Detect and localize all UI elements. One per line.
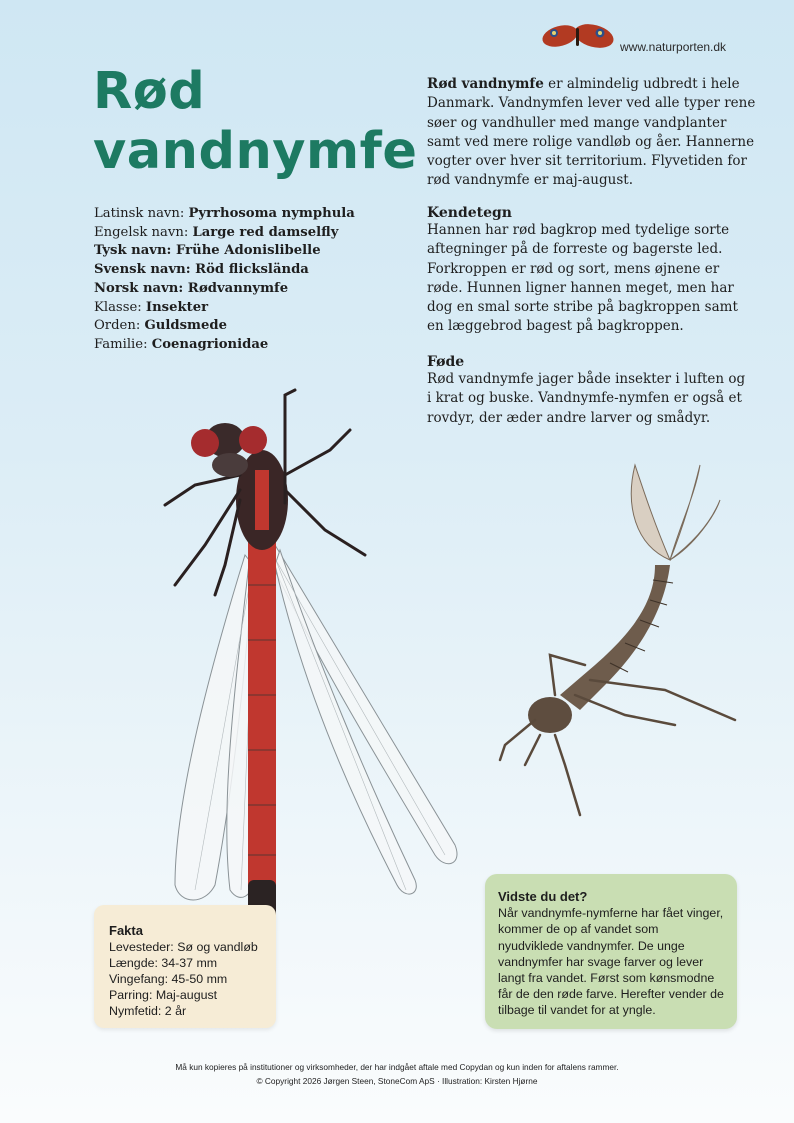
did-you-know-text: Når vandnymfe-nymferne har fået vinger, kommer de op af vandet som nyudviklede vandnymfer. De unge vandnymfer har svage farver og lever langt fra vandet. Først som kønsmodne får de den røde farve. Herefter vender de tilbage til vandet for at yngle. [498, 906, 724, 1018]
names-list [94, 205, 355, 355]
name-row: Engelsk navn: Large red damselfly [94, 224, 339, 240]
nymph-illustration [495, 465, 755, 835]
kendetegn-text: Hannen har rød bagkrop med tydelige sorte aftegninger på de forreste og bagerste led. Forkroppen er rød og sort, mens øjnene er røde. Hunnen ligner hannen meget, men har dog en smal sorte stribe på bagkroppen samt en læggebrod bagest på bagkroppen. [427, 222, 738, 335]
fode-section [427, 354, 747, 428]
fakta-line: Vingefang: 45-50 mm [109, 972, 228, 986]
butterfly-logo-icon [538, 20, 618, 56]
intro-paragraph: Rød vandnymfe er almindelig udbredt i hele Danmark. Vandnymfen lever ved alle typer rene søer og vandhuller med mange vandplanter samt ved mere rolige vandløb og åer. Hannerne vogter over hver sit territorium. Flyvetiden for rød vandnymfe er maj-august. [427, 76, 756, 189]
name-row: Familie: Coenagrionidae [94, 336, 269, 352]
name-row: Svensk navn: Röd flickslända [94, 262, 309, 278]
copy-notice: Må kun kopieres på institutioner og virksomheder, der har indgået aftale med Copydan og kun inden for aftalens rammer. [175, 1062, 619, 1072]
did-you-know-heading: Vidste du det? [498, 889, 588, 904]
name-row: Norsk navn: Rødvannymfe [94, 280, 289, 296]
fakta-line: Parring: Maj-august [109, 988, 218, 1002]
fakta-heading: Fakta [109, 923, 143, 938]
name-row: Klasse: Insekter [94, 299, 209, 315]
name-row: Orden: Guldsmede [94, 318, 227, 334]
footer [0, 1060, 794, 1088]
did-you-know-box [485, 874, 737, 1029]
kendetegn-section [427, 205, 747, 337]
title-line-1: Rød [93, 62, 206, 121]
name-row: Latinsk navn: Pyrrhosoma nymphula [94, 206, 355, 221]
name-row: Tysk navn: Frühe Adonislibelle [94, 243, 321, 259]
copyright: © Copyright 2026 Jørgen Steen, StoneCom ApS · Illustration: Kirsten Hjørne [256, 1076, 538, 1086]
kendetegn-heading: Kendetegn [427, 205, 512, 221]
page-title [93, 62, 417, 182]
fode-text: Rød vandnymfe jager både insekter i luften og i krat og buske. Vandnymfe-nymfen er også et rovdyr, der æder andre larver og smådyr. [427, 371, 746, 426]
fakta-box [94, 905, 276, 1028]
title-line-2: vandnymfe [93, 122, 418, 181]
fakta-line: Længde: 34-37 mm [109, 956, 218, 970]
fakta-line: Levesteder: Sø og vandløb [109, 940, 258, 954]
fakta-line: Nymfetid: 2 år [109, 1004, 187, 1018]
site-url[interactable]: www.naturporten.dk [620, 40, 727, 54]
fode-heading: Føde [427, 354, 465, 370]
